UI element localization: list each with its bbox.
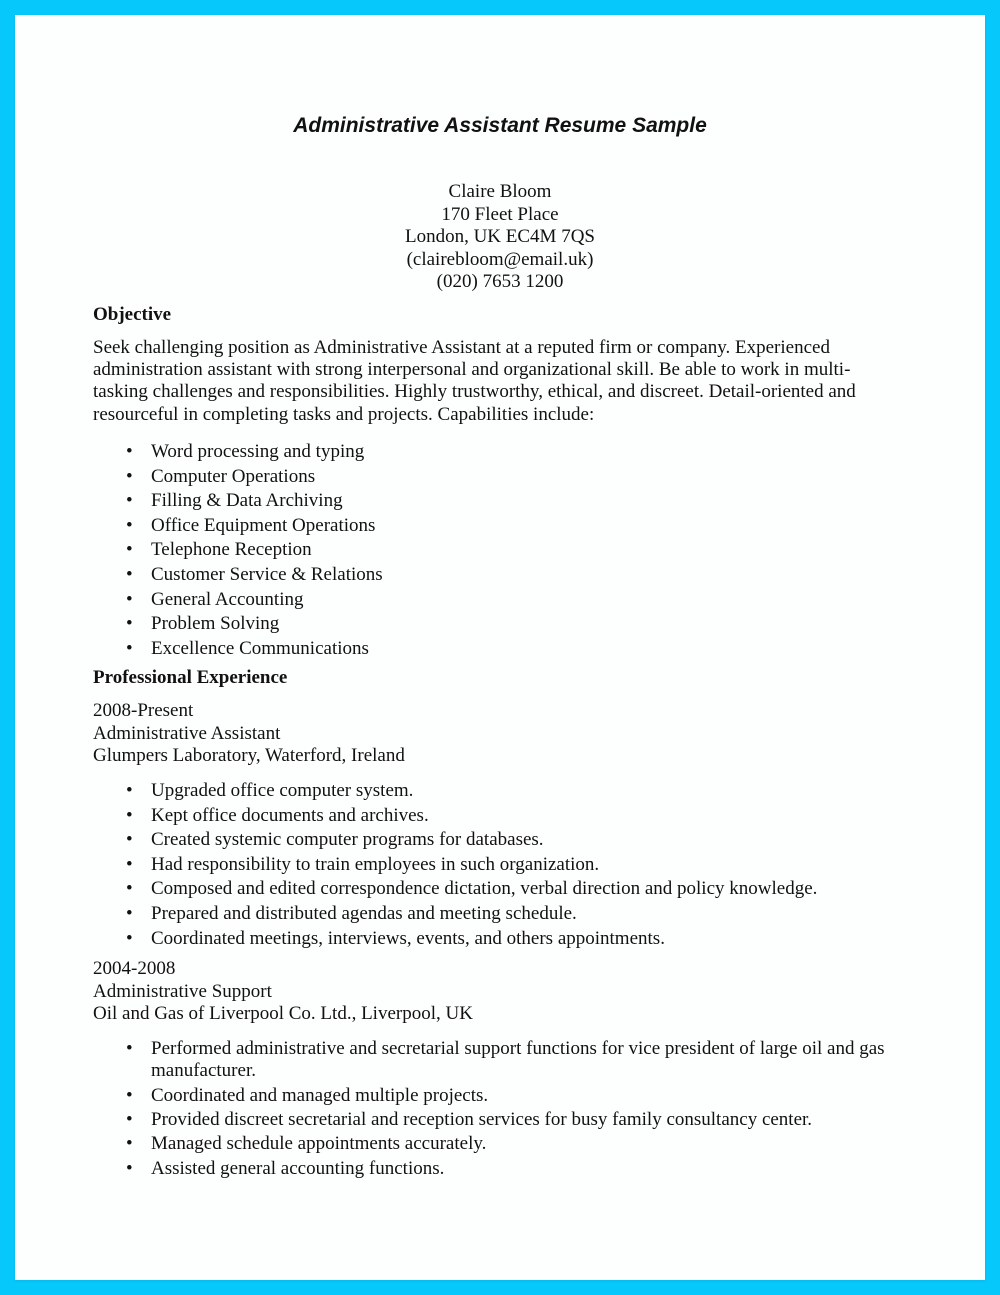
capability-item: • Excellence Communications xyxy=(93,637,383,662)
contact-address-line2: London, UK EC4M 7QS xyxy=(404,226,595,247)
bullet-icon: • xyxy=(126,637,133,659)
job-duties-list xyxy=(93,1038,893,1181)
bullet-icon: • xyxy=(126,588,133,610)
objective-line: tasking challenges and responsibilities. Highly trustworthy, ethical, and discreet. Detail-oriented and xyxy=(93,381,856,403)
bullet-icon: • xyxy=(126,1133,133,1155)
bullet-icon: • xyxy=(126,490,133,512)
job-period: 2008-Present xyxy=(93,700,194,721)
contact-address-line1: 170 Fleet Place xyxy=(441,203,559,225)
bullet-icon: • xyxy=(126,514,133,536)
objective-heading: Objective xyxy=(93,304,172,325)
duty-item: • Provided discreet secretarial and reception services for busy family consultancy center. xyxy=(93,1108,893,1132)
job-position: Administrative Assistant xyxy=(93,722,281,744)
duty-item: • Composed and edited correspondence dictation, verbal direction and policy knowledge. xyxy=(93,877,817,902)
bullet-icon: • xyxy=(126,927,133,949)
duty-item: • Prepared and distributed agendas and meeting schedule. xyxy=(93,902,817,927)
capability-item: • Computer Operations xyxy=(93,465,383,490)
capability-item: • Office Equipment Operations xyxy=(93,514,383,539)
duty-item: • Coordinated and managed multiple projects. xyxy=(93,1084,893,1108)
bullet-icon: • xyxy=(126,465,133,487)
job-company: Glumpers Laboratory, Waterford, Ireland xyxy=(93,745,405,766)
duty-item: • Created systemic computer programs for databases. xyxy=(93,828,817,853)
bullet-icon: • xyxy=(126,1157,133,1179)
capability-item: • Customer Service & Relations xyxy=(93,563,383,588)
objective-line: Seek challenging position as Administrative Assistant at a reputed firm or company. Experienced xyxy=(93,337,830,358)
capability-item: • Word processing and typing xyxy=(93,440,383,465)
job-company: Oil and Gas of Liverpool Co. Ltd., Liverpool, UK xyxy=(93,1003,473,1024)
contact-block xyxy=(15,181,985,294)
objective-line: resourceful in completing tasks and projects. Capabilities include: xyxy=(93,403,595,425)
capability-item: • Telephone Reception xyxy=(93,538,383,563)
bullet-icon: • xyxy=(126,1109,133,1131)
capability-item: • Filling & Data Archiving xyxy=(93,489,383,514)
experience-heading: Professional Experience xyxy=(93,667,288,688)
document-title: Administrative Assistant Resume Sample xyxy=(293,114,707,137)
job-header xyxy=(93,958,473,1026)
capability-item: • General Accounting xyxy=(93,588,383,613)
job-position: Administrative Support xyxy=(93,980,272,1002)
bullet-icon: • xyxy=(126,829,133,851)
duty-item: • Kept office documents and archives. xyxy=(93,804,817,829)
objective-line: administration assistant with strong interpersonal and organizational skill. Be able to work in multi- xyxy=(93,359,851,381)
bullet-icon: • xyxy=(126,853,133,875)
bullet-icon: • xyxy=(126,613,133,635)
bullet-icon: • xyxy=(126,804,133,826)
duty-item: • Coordinated meetings, interviews, events, and others appointments. xyxy=(93,927,817,952)
contact-name: Claire Bloom xyxy=(448,181,552,202)
contact-email: (clairebloom@email.uk) xyxy=(406,248,594,270)
resume-page xyxy=(15,15,985,1280)
duty-item: • Managed schedule appointments accurately. xyxy=(93,1132,893,1156)
bullet-icon: • xyxy=(126,780,133,801)
bullet-icon: • xyxy=(126,563,133,585)
capability-item: • Problem Solving xyxy=(93,612,383,637)
job-header xyxy=(93,700,405,768)
duty-item: • Performed administrative and secretarial support functions for vice president of large oil and gas manufacturer. xyxy=(126,1038,885,1081)
objective-text xyxy=(93,337,893,426)
bullet-icon: • xyxy=(126,878,133,900)
bullet-icon: • xyxy=(126,1085,133,1106)
bullet-icon: • xyxy=(126,539,133,561)
job-period: 2004-2008 xyxy=(93,958,176,979)
bullet-icon: • xyxy=(126,1038,133,1059)
duty-item: • Upgraded office computer system. xyxy=(93,779,817,804)
duty-item: • Had responsibility to train employees in such organization. xyxy=(93,853,817,878)
capabilities-list xyxy=(93,440,383,661)
bullet-icon: • xyxy=(126,902,133,924)
bullet-icon: • xyxy=(126,441,133,462)
duty-item: • Assisted general accounting functions. xyxy=(93,1157,893,1181)
contact-phone: (020) 7653 1200 xyxy=(436,271,564,292)
job-duties-list xyxy=(93,779,817,951)
